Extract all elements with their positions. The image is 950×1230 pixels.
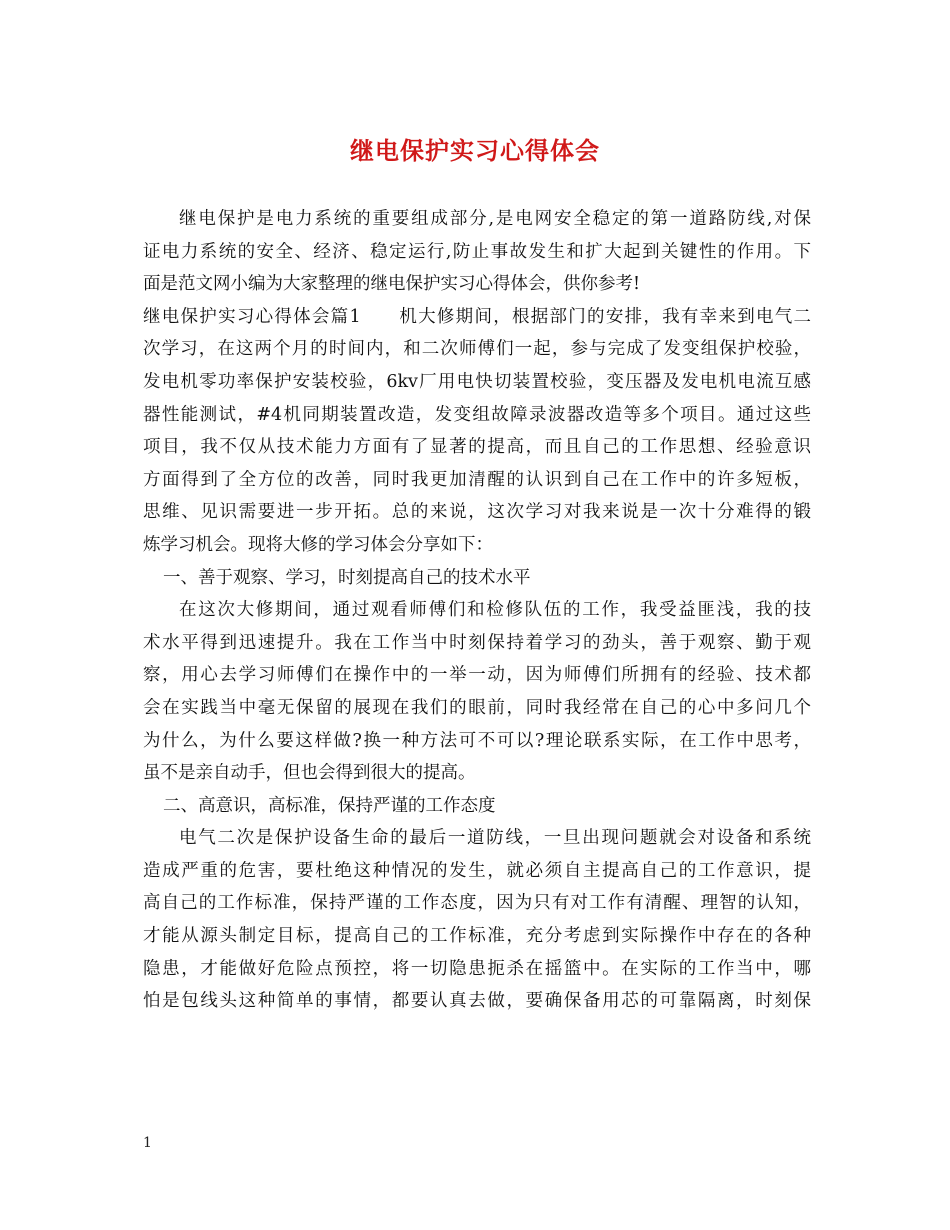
text-line: 怕是包线头这种简单的事情，都要认真去做，要确保备用芯的可靠隔离，时刻保 — [143, 991, 811, 1012]
text-line: 次学习，在这两个月的时间内，和二次师傅们一起，参与完成了发变组保护校验， — [143, 339, 811, 360]
document-title: 继电保护实习心得体会 — [350, 137, 600, 165]
text-line: 电气二次是保护设备生命的最后一道防线，一旦出现问题就会对设备和系统 — [179, 828, 811, 849]
text-line: 术水平得到迅速提升。我在工作当中时刻保持着学习的劲头，善于观察、勤于观 — [143, 632, 811, 653]
text-line: 发电机零功率保护安装校验，6kv厂用电快切装置校验，变压器及发电机电流互感 — [143, 371, 811, 392]
text-line: 继电保护实习心得体会篇1 机大修期间，根据部门的安排，我有幸来到电气二 — [143, 306, 811, 327]
text-line: 造成严重的危害，要杜绝这种情况的发生，就必须自主提高自己的工作意识，提 — [143, 860, 811, 881]
text-line: 项目，我不仅从技术能力方面有了显著的提高，而且自己的工作思想、经验意识 — [143, 437, 811, 458]
text-line: 器性能测试，#4机同期装置改造，发变组故障录波器改造等多个项目。通过这些 — [143, 404, 811, 425]
text-line: 虽不是亲自动手，但也会得到很大的提高。 — [143, 763, 476, 784]
text-line: 炼学习机会。现将大修的学习体会分享如下： — [143, 534, 493, 555]
text-line: 高自己的工作标准，保持严谨的工作态度，因为只有对工作有清醒、理智的认知， — [143, 893, 811, 914]
text-line: 思维、见识需要进一步开拓。总的来说，这次学习对我来说是一次十分难得的锻 — [143, 502, 811, 523]
text-line: 继电保护是电力系统的重要组成部分,是电网安全稳定的第一道路防线,对保 — [179, 209, 811, 229]
text-line: 二、高意识，高标准，保持严谨的工作态度 — [163, 795, 496, 816]
document-body — [143, 203, 811, 1018]
text-line: 隐患，才能做好危险点预控，将一切隐患扼杀在摇篮中。在实际的工作当中，哪 — [143, 958, 811, 979]
text-line: 方面得到了全方位的改善，同时我更加清醒的认识到自己在工作中的许多短板， — [143, 469, 811, 490]
text-line: 一、善于观察、学习，时刻提高自己的技术水平 — [163, 567, 531, 588]
text-line: 在这次大修期间，通过观看师傅们和检修队伍的工作，我受益匪浅，我的技 — [179, 600, 811, 621]
page-number: 1 — [143, 1135, 152, 1151]
text-line: 会在实践当中毫无保留的展现在我们的眼前，同时我经常在自己的心中多问几个 — [143, 697, 811, 718]
text-line: 察，用心去学习师傅们在操作中的一举一动，因为师傅们所拥有的经验、技术都 — [143, 665, 811, 686]
text-line: 为什么，为什么要这样做?换一种方法可不可以?理论联系实际，在工作中思考， — [143, 730, 811, 751]
text-line: 面是范文网小编为大家整理的继电保护实习心得体会，供你参考! — [143, 274, 641, 295]
text-line: 才能从源头制定目标，提高自己的工作标准，充分考虑到实际操作中存在的各种 — [143, 926, 811, 947]
text-line: 证电力系统的安全、经济、稳定运行,防止事故发生和扩大起到关键性的作用。下 — [143, 241, 811, 262]
